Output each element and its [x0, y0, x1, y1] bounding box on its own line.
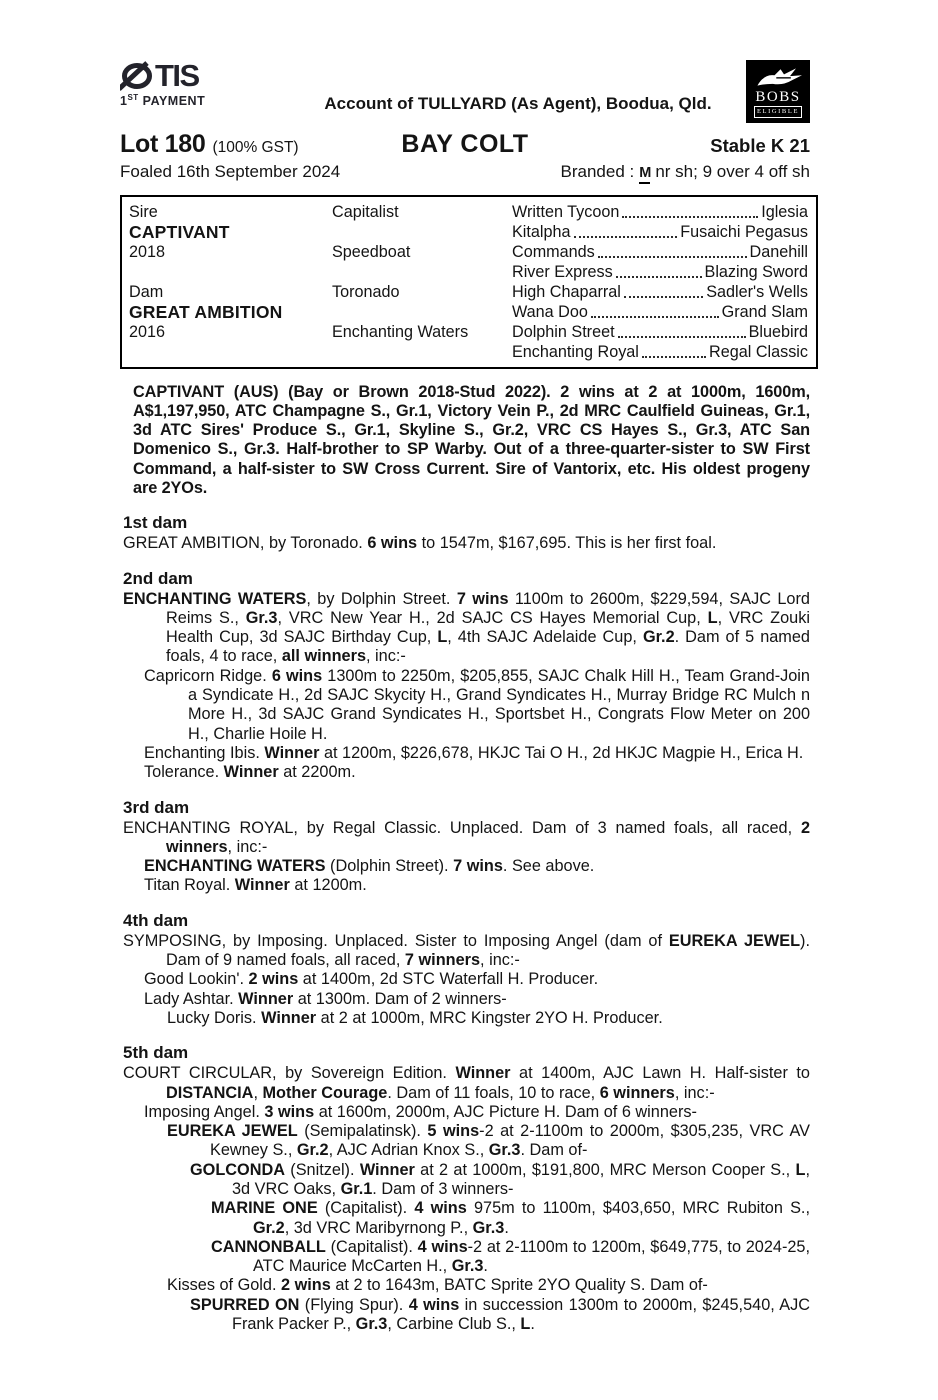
text-run: Kisses of Gold.	[167, 1276, 282, 1295]
bold-text-run: Winner	[261, 1008, 317, 1027]
bold-text-run: 7 wins	[456, 589, 509, 608]
sire-summary	[133, 383, 810, 499]
otis-tagline	[120, 93, 290, 108]
pedigree-parent-cell	[332, 262, 512, 282]
bold-text-run: Winner	[223, 763, 279, 782]
text-run: . See above.	[502, 857, 595, 876]
pedigree-paragraph	[123, 857, 810, 876]
text-run: ). Dam of 9 named foals, all raced,	[166, 931, 810, 970]
text-run: ,	[253, 1083, 263, 1102]
pedigree-paragraph	[123, 1199, 810, 1238]
text-run: , inc:-	[674, 1083, 715, 1102]
pedigree-ancestor-cell	[512, 322, 808, 342]
bold-text-run: 6 winners	[599, 1083, 675, 1102]
text-run: COURT CIRCULAR, by Sovereign Edition.	[123, 1064, 456, 1083]
pedigree-row	[129, 342, 808, 362]
pedigree-paragraph	[123, 876, 810, 895]
pedigree-paragraph	[123, 1276, 810, 1295]
ancestor-name: Kitalpha	[512, 222, 571, 241]
text-run: , 3d VRC Oaks,	[232, 1160, 810, 1198]
text-run: 975m to 1100m, $403,650, MRC Rubiton S.,	[466, 1199, 810, 1218]
leader-dots	[574, 236, 678, 238]
pedigree-parent-cell: Toronado	[332, 282, 400, 301]
pedigree-ancestor-cell	[512, 282, 808, 302]
bobs-eligible-label: ELIGIBLE	[754, 106, 802, 117]
text-run: at 1400m, AJC Lawn H. Half-sister to	[510, 1064, 810, 1083]
pedigree-row	[129, 262, 808, 282]
text-run: at 1200m, $226,678, HKJC Tai O H., 2d HKJC Magpie H., Erica H.	[319, 743, 804, 762]
bold-text-run: CAPTIVANT (AUS) (Bay or Brown 2018-Stud 2022). 2 wins at 2 at 1000m, 1600m, A$1,197,950, ATC Champagne S., Gr.1, Victory Vein P., 2d MRC Caulfield Guineas, Gr.1, 3d ATC Sires' Produce S., Gr.1, Skyline S., Gr.2, VRC CS Hayes S., Gr.3, ATC San Domenico S., Gr.3. Half-brother to SP Warby. Out of a three-quarter-sister to SW First Command, a half-sister to SW Cross Current. Sire of Vantorix, etc. His oldest progeny are 2YOs.	[133, 382, 810, 497]
pedigree-paragraph	[123, 534, 810, 553]
stable-number: Stable K 21	[710, 135, 810, 156]
bold-text-run: ENCHANTING WATERS	[123, 589, 307, 608]
text-run: , VRC New Year H., 2d SAJC CS Hayes Memorial Cup,	[277, 608, 708, 627]
pedigree-subject-cell: 2016	[129, 322, 166, 341]
bold-text-run: Gr.3	[245, 608, 278, 627]
otis-tagline-num: 1	[120, 94, 128, 109]
bold-text-run: MARINE ONE	[211, 1199, 318, 1218]
ancestor-sire-name: Blazing Sword	[704, 262, 808, 281]
pedigree-rows	[129, 202, 808, 362]
bold-text-run: Gr.3	[355, 1315, 388, 1334]
text-run: , 3d VRC Maribyrnong P.,	[284, 1218, 473, 1237]
text-run: at 2200m.	[278, 763, 356, 782]
ancestor-sire-name: Danehill	[749, 242, 808, 261]
pedigree-paragraph	[123, 667, 810, 744]
otis-tagline-sup: ST	[127, 93, 139, 102]
pedigree-row	[129, 242, 808, 262]
pedigree-row	[129, 222, 808, 242]
text-run: in succession 1300m to 2000m, $245,540, AJC Frank Packer P.,	[232, 1295, 810, 1334]
pedigree-parent-cell: Capitalist	[332, 202, 399, 221]
text-run: Enchanting Ibis.	[144, 743, 265, 762]
dam-heading: 5th dam	[123, 1043, 189, 1063]
pedigree-parent-cell: Enchanting Waters	[332, 322, 469, 341]
brand-mark-icon: M	[639, 166, 650, 184]
text-run: .	[504, 1218, 509, 1237]
bold-text-run: 6 wins	[367, 534, 418, 553]
pedigree-ancestor-cell	[512, 302, 808, 322]
text-run: 1100m to 2600m, $229,594, SAJC Lord Reims S.,	[166, 589, 810, 627]
pedigree-subject-cell: Sire	[129, 202, 158, 221]
text-run: at 1200m.	[289, 876, 367, 895]
bold-text-run: L	[795, 1160, 806, 1179]
page-title: BAY COLT	[401, 130, 529, 158]
text-run: at 2 at 1000m, MRC Kingster 2YO H. Producer.	[316, 1008, 663, 1027]
dam-heading: 4th dam	[123, 910, 189, 930]
text-run: Titan Royal.	[144, 876, 235, 895]
text-run: , by Dolphin Street.	[306, 589, 457, 608]
pedigree-paragraph	[123, 1238, 810, 1277]
pedigree-parent-cell	[332, 222, 512, 242]
bold-text-run: 5 wins	[427, 1122, 480, 1141]
text-run: , Carbine Club S.,	[387, 1315, 521, 1334]
text-run: , inc:-	[366, 647, 406, 666]
otis-logo-main	[120, 60, 290, 91]
bold-text-run: 3 wins	[264, 1102, 315, 1121]
ancestor-name: Dolphin Street	[512, 322, 615, 341]
leader-dots	[598, 256, 747, 258]
text-run: Lady Ashtar.	[144, 989, 239, 1008]
text-run: , inc:-	[480, 951, 520, 970]
text-run: Imposing Angel.	[144, 1102, 265, 1121]
pedigree-ancestor-cell	[512, 222, 808, 242]
pedigree-paragraph	[123, 1161, 810, 1200]
pedigree-paragraph	[123, 932, 810, 971]
bold-text-run: SPURRED ON	[190, 1295, 300, 1314]
text-run: -2 at 2-1100m to 2000m, $305,235, VRC AV Kewney S.,	[210, 1122, 810, 1160]
text-run: , 4th SAJC Adelaide Cup,	[447, 628, 643, 647]
text-run: at 1400m, 2d STC Waterfall H. Producer.	[298, 970, 599, 989]
bold-text-run: all winners	[281, 647, 366, 666]
account-line: Account of TULLYARD (As Agent), Boodua, Qld.	[324, 94, 712, 113]
pedigree-paragraph	[123, 1122, 810, 1161]
bold-text-run: 4 wins	[408, 1295, 460, 1314]
bold-text-run: Winner	[455, 1064, 511, 1083]
pedigree-row	[129, 302, 808, 322]
lot-number: Lot 180	[120, 130, 206, 158]
bold-text-run: Gr.2	[253, 1218, 285, 1237]
ancestor-name: Enchanting Royal	[512, 342, 639, 361]
bold-text-run: DISTANCIA	[166, 1083, 254, 1102]
text-run: SYMPOSING, by Imposing. Unplaced. Sister to Imposing Angel (dam of	[123, 931, 669, 950]
leader-dots	[618, 336, 746, 338]
foal-row	[120, 162, 810, 184]
pedigree-parent-cell	[332, 302, 512, 322]
ancestor-name: High Chaparral	[512, 282, 621, 301]
ancestor-name: Wana Doo	[512, 302, 588, 321]
leader-dots	[624, 296, 703, 298]
text-run: (Capitalist).	[317, 1199, 415, 1218]
bold-text-run: Winner	[234, 876, 290, 895]
text-run: ENCHANTING ROYAL, by Regal Classic. Unplaced. Dam of 3 named foals, all raced,	[123, 818, 801, 837]
dam-heading: 1st dam	[123, 513, 188, 533]
pedigree-subject-cell	[129, 342, 332, 362]
text-run: .	[530, 1315, 535, 1334]
leader-dots	[622, 216, 758, 218]
bold-text-run: 7 wins	[453, 857, 503, 876]
leader-dots	[616, 276, 702, 278]
text-run: . Dam of 11 foals, 10 to race,	[387, 1083, 600, 1102]
text-run: . Dam of 3 winners-	[372, 1180, 514, 1198]
dam-heading: 3rd dam	[123, 797, 190, 817]
pedigree-subject-cell: GREAT AMBITION	[129, 301, 283, 322]
text-run: -2 at 2-1100m to 1200m, $649,775, to 2024-25, ATC Maurice McCarten H.,	[253, 1237, 810, 1276]
pedigree-paragraph	[123, 970, 810, 989]
otis-tagline-rest: PAYMENT	[142, 94, 206, 109]
bold-text-run: Winner	[359, 1160, 415, 1179]
page-header	[120, 60, 810, 123]
pedigree-ancestor-cell	[512, 342, 808, 362]
pedigree-parent-cell: Speedboat	[332, 242, 411, 261]
bold-text-run: Gr.3	[488, 1141, 521, 1160]
text-run: Tolerance.	[144, 763, 224, 782]
text-run: to 1547m, $167,695. This is her first foal.	[417, 534, 717, 553]
branded-description: nr sh; 9 over 4 off sh	[655, 162, 810, 181]
ancestor-sire-name: Grand Slam	[721, 302, 808, 321]
bold-text-run: Winner	[238, 989, 294, 1008]
text-run: at 1600m, 2000m, AJC Picture H. Dam of 6 winners-	[314, 1102, 697, 1121]
text-run: (Capitalist).	[325, 1237, 418, 1256]
text-run: . Dam of 5 named foals, 4 to race,	[166, 628, 810, 666]
ancestor-sire-name: Regal Classic	[709, 342, 808, 361]
bold-text-run: 2 winners	[166, 818, 810, 856]
dam-sections	[123, 513, 810, 1334]
otis-logo	[120, 60, 290, 108]
pedigree-paragraph	[123, 990, 810, 1009]
bold-text-run: 6 wins	[271, 666, 323, 685]
pedigree-paragraph	[123, 1009, 810, 1028]
leader-dots	[591, 316, 719, 318]
bobs-wordmark: BOBS	[755, 89, 801, 106]
ancestor-sire-name: Fusaichi Pegasus	[680, 222, 808, 241]
ancestor-name: River Express	[512, 262, 613, 281]
bold-text-run: EUREKA JEWEL	[668, 931, 801, 950]
dam-heading: 2nd dam	[123, 568, 193, 588]
pedigree-ancestor-cell	[512, 262, 808, 282]
bold-text-run: ENCHANTING WATERS	[144, 857, 326, 876]
gst-note: (100% GST)	[212, 139, 299, 156]
text-run: Good Lookin'.	[144, 970, 249, 989]
text-run: 1300m to 2250m, $205,855, SAJC Chalk Hill H., Team Grand-Join a Syndicate H., 2d SAJC Skycity H., Grand Syndicates H., Murray Bridge RC Mulch n More H., 3d SAJC Grand Syndicates H., Sportsbet H., Congrats Flow Meter on 200 H., Charlie Hoile H.	[188, 666, 810, 743]
pedigree-paragraph	[123, 590, 810, 667]
ancestor-name: Written Tycoon	[512, 202, 620, 221]
text-run: (Flying Spur).	[299, 1295, 409, 1314]
ancestor-sire-name: Sadler's Wells	[706, 282, 808, 301]
pedigree-row	[129, 282, 808, 302]
pedigree-paragraph	[123, 1296, 810, 1335]
pedigree-subject-cell	[129, 262, 332, 282]
leader-dots	[642, 356, 706, 358]
text-run: (Snitzel).	[284, 1160, 360, 1179]
pedigree-subject-cell: Dam	[129, 282, 164, 301]
pedigree-paragraph	[123, 1064, 810, 1103]
pedigree-table	[120, 195, 818, 369]
pedigree-subject-cell: CAPTIVANT	[129, 221, 230, 242]
pedigree-ancestor-cell	[512, 242, 808, 262]
bold-text-run: Gr.1	[340, 1180, 373, 1198]
text-run: at 1300m. Dam of 2 winners-	[293, 989, 507, 1008]
text-run: . Dam of-	[520, 1141, 588, 1160]
bold-text-run: L	[520, 1315, 531, 1334]
pedigree-parent-cell	[332, 342, 512, 362]
text-run: GREAT AMBITION, by Toronado.	[123, 534, 368, 553]
bobs-eligible-logo	[746, 60, 810, 123]
bold-text-run: 4 wins	[414, 1199, 467, 1218]
branded-label: Branded :	[560, 162, 635, 181]
text-run: (Dolphin Street).	[325, 857, 454, 876]
pedigree-paragraph	[123, 744, 810, 763]
pedigree-paragraph	[123, 819, 810, 858]
bold-text-run: Mother Courage	[262, 1083, 388, 1102]
text-run: , AJC Adrian Knox S.,	[328, 1141, 489, 1160]
text-run: (Semipalatinsk).	[297, 1122, 428, 1141]
otis-o-swoosh-icon	[120, 61, 154, 91]
text-run: Lucky Doris.	[167, 1008, 262, 1027]
ancestor-name: Commands	[512, 242, 595, 261]
foaled-date: Foaled 16th September 2024	[120, 162, 341, 181]
bold-text-run: Gr.2	[296, 1141, 329, 1160]
text-run: , VRC Zouki Health Cup, 3d SAJC Birthday Cup,	[166, 608, 810, 647]
bold-text-run: 7 winners	[404, 951, 481, 970]
lot-left	[120, 130, 401, 159]
pedigree-paragraph	[123, 1103, 810, 1122]
ancestor-sire-name: Bluebird	[748, 322, 808, 341]
otis-wordmark: TIS	[155, 58, 199, 93]
text-run: at 2 at 1000m, $191,800, MRC Merson Cooper S.,	[414, 1160, 796, 1179]
bold-text-run: Gr.2	[642, 628, 675, 647]
pedigree-row	[129, 322, 808, 342]
pedigree-row	[129, 202, 808, 222]
ancestor-sire-name: Iglesia	[761, 202, 808, 221]
bold-text-run: L	[707, 608, 718, 627]
bold-text-run: L	[437, 628, 448, 647]
pedigree-subject-cell: 2018	[129, 242, 166, 261]
branded-line	[561, 162, 811, 184]
text-run: at 2 to 1643m, BATC Sprite 2YO Quality S. Dam of-	[330, 1276, 708, 1295]
bold-text-run: Gr.3	[472, 1218, 505, 1237]
pedigree-paragraph	[123, 763, 810, 782]
pedigree-ancestor-cell	[512, 202, 808, 222]
text-run: Capricorn Ridge.	[144, 666, 272, 685]
bold-text-run: GOLCONDA	[190, 1160, 285, 1179]
text-run: , inc:-	[227, 837, 268, 856]
bold-text-run: 2 wins	[248, 970, 299, 989]
bold-text-run: 4 wins	[417, 1237, 468, 1256]
bold-text-run: EUREKA JEWEL	[167, 1122, 298, 1141]
bold-text-run: 2 wins	[281, 1276, 331, 1295]
text-run: .	[483, 1257, 488, 1276]
bold-text-run: Gr.3	[451, 1257, 484, 1276]
bold-text-run: Winner	[264, 743, 320, 762]
bold-text-run: CANNONBALL	[211, 1237, 326, 1256]
bobs-horse-icon	[751, 65, 805, 89]
lot-row	[120, 130, 810, 159]
